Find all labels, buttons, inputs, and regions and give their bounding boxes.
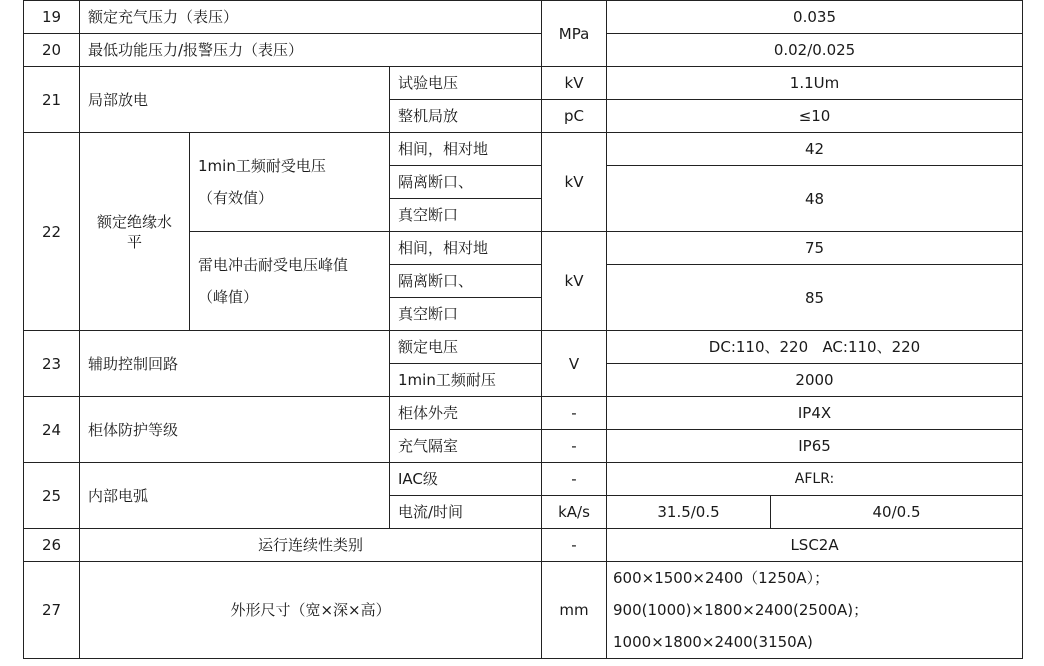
table-row bbox=[24, 331, 1023, 364]
value-cell: ≤10 bbox=[607, 100, 1023, 133]
value-cell: 48 bbox=[607, 166, 1023, 232]
table-row bbox=[24, 562, 1023, 659]
unit-cell: MPa bbox=[542, 1, 607, 67]
unit-cell: kV bbox=[542, 133, 607, 232]
parameter-name: 外形尺寸（宽×深×高） bbox=[80, 562, 542, 659]
sub-item: 相间，相对地 bbox=[390, 133, 542, 166]
row-number: 22 bbox=[24, 133, 80, 331]
group-title-line: 1min工频耐受电压 bbox=[198, 157, 326, 175]
row-number: 19 bbox=[24, 1, 80, 34]
value-cell: 75 bbox=[607, 232, 1023, 265]
parameter-name: 柜体防护等级 bbox=[80, 397, 390, 463]
sub-item: 柜体外壳 bbox=[390, 397, 542, 430]
row-number: 20 bbox=[24, 34, 80, 67]
sub-item: 充气隔室 bbox=[390, 430, 542, 463]
parameter-name: 辅助控制回路 bbox=[80, 331, 390, 397]
parameter-name bbox=[80, 133, 190, 331]
sub-item: 相间，相对地 bbox=[390, 232, 542, 265]
sub-item: 隔离断口、 bbox=[390, 265, 542, 298]
value-line: 1000×1800×2400(3150A) bbox=[613, 633, 813, 651]
value-cell-a: 31.5/0.5 bbox=[607, 496, 771, 529]
group-title bbox=[190, 133, 390, 232]
value-cell: IP4X bbox=[607, 397, 1023, 430]
table-row bbox=[24, 397, 1023, 430]
row-number: 25 bbox=[24, 463, 80, 529]
parameter-name: 运行连续性类别 bbox=[80, 529, 542, 562]
value-cell: IP65 bbox=[607, 430, 1023, 463]
value-line: 600×1500×2400（1250A）； bbox=[613, 569, 830, 587]
sub-item: 真空断口 bbox=[390, 199, 542, 232]
parameter-name-line: 平 bbox=[126, 232, 142, 251]
sub-item: 电流/时间 bbox=[390, 496, 542, 529]
table-row bbox=[24, 1, 1023, 34]
row-number: 24 bbox=[24, 397, 80, 463]
group-title bbox=[190, 232, 390, 331]
value-cell: LSC2A bbox=[607, 529, 1023, 562]
group-title-line: （有效值） bbox=[198, 189, 274, 207]
unit-cell: kV bbox=[542, 67, 607, 100]
unit-cell: - bbox=[542, 463, 607, 496]
table-row bbox=[24, 529, 1023, 562]
value-cell: 0.035 bbox=[607, 1, 1023, 34]
sub-item: 真空断口 bbox=[390, 298, 542, 331]
sub-item: 额定电压 bbox=[390, 331, 542, 364]
row-number: 27 bbox=[24, 562, 80, 659]
table-row bbox=[24, 463, 1023, 496]
spec-table bbox=[23, 0, 1023, 659]
value-cell: 42 bbox=[607, 133, 1023, 166]
sub-item: 1min工频耐压 bbox=[390, 364, 542, 397]
parameter-name: 最低功能压力/报警压力（表压） bbox=[80, 34, 542, 67]
unit-cell: - bbox=[542, 529, 607, 562]
value-line: 900(1000)×1800×2400(2500A)； bbox=[613, 601, 869, 619]
sub-item: IAC级 bbox=[390, 463, 542, 496]
group-title-line: （峰值） bbox=[198, 288, 259, 306]
value-cell bbox=[607, 562, 1023, 659]
table-row bbox=[24, 34, 1023, 67]
value-cell: 0.02/0.025 bbox=[607, 34, 1023, 67]
table-row bbox=[24, 67, 1023, 100]
unit-cell: V bbox=[542, 331, 607, 397]
unit-cell: kA/s bbox=[542, 496, 607, 529]
parameter-name: 内部电弧 bbox=[80, 463, 390, 529]
sub-item: 整机局放 bbox=[390, 100, 542, 133]
unit-cell: - bbox=[542, 397, 607, 430]
value-cell: DC:110、220 AC:110、220 bbox=[607, 331, 1023, 364]
parameter-name: 局部放电 bbox=[80, 67, 390, 133]
group-title-line: 雷电冲击耐受电压峰值 bbox=[198, 256, 349, 274]
row-number: 21 bbox=[24, 67, 80, 133]
unit-cell: - bbox=[542, 430, 607, 463]
sub-item: 试验电压 bbox=[390, 67, 542, 100]
row-number: 26 bbox=[24, 529, 80, 562]
parameter-name: 额定充气压力（表压） bbox=[80, 1, 542, 34]
unit-cell: mm bbox=[542, 562, 607, 659]
value-cell: 85 bbox=[607, 265, 1023, 331]
row-number: 23 bbox=[24, 331, 80, 397]
value-cell: AFLR: bbox=[607, 463, 1023, 496]
parameter-name-line: 额定绝缘水 bbox=[96, 212, 172, 231]
value-cell-b: 40/0.5 bbox=[771, 496, 1023, 529]
value-cell: 1.1Um bbox=[607, 67, 1023, 100]
table-row bbox=[24, 133, 1023, 166]
value-cell: 2000 bbox=[607, 364, 1023, 397]
unit-cell: kV bbox=[542, 232, 607, 331]
sub-item: 隔离断口、 bbox=[390, 166, 542, 199]
unit-cell: pC bbox=[542, 100, 607, 133]
